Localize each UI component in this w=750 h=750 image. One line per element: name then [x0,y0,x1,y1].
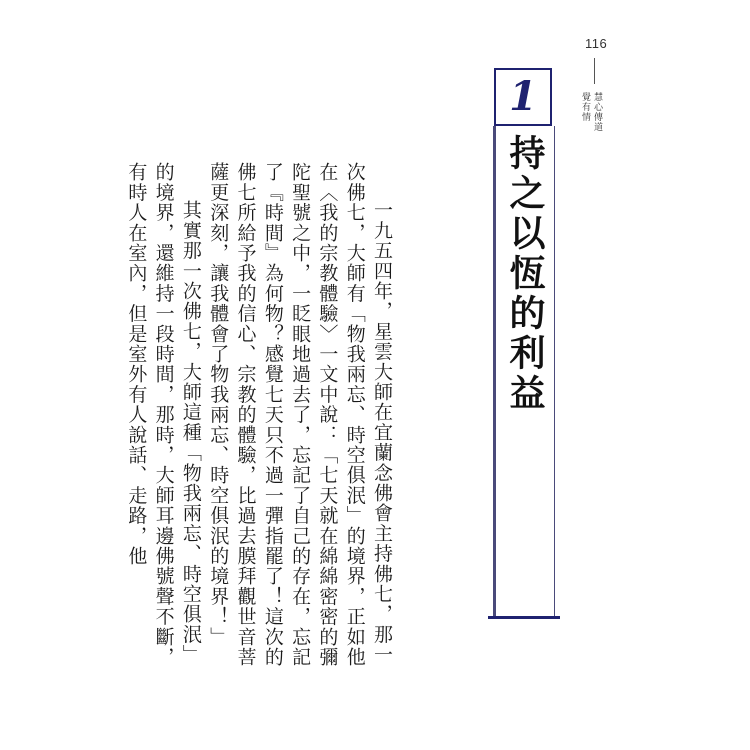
chapter-title: 持之以恆的利益 [504,134,546,414]
chapter-number-box [494,68,552,126]
running-head-line-2: 覺有情 [580,92,590,122]
body-paragraph-2: 其實那一次佛七，大師這種「物我兩忘、時空俱泯」的境界，還維持一段時間，那時，大師耳邊佛號聲不斷，有時人在室內，但是室外有人說話、走路，他 [125,162,202,667]
chapter-number: 1 [509,73,537,120]
header-divider [594,58,595,84]
title-panel-footer-bar [488,616,560,619]
body-text [125,162,395,682]
body-paragraph-1: 一九五四年，星雲大師在宜蘭念佛會主持佛七，那一次佛七，大師有「物我兩忘、時空俱泯」的境界，正如他在〈我的宗教體驗〉一文中說：「七天就在綿綿密密的彌陀聖號之中，一眨眼地過去了，忘記了自己的存在，忘記了『時間』為何物？感覺七天只不過一彈指罷了！這次的佛七所給予我的信心、宗教的體驗，比過去膜拜觀世音菩薩更深刻，讓我體會了物我兩忘、時空俱泯的境界！」 [207,162,393,667]
running-head-line-1: 慧心傳道 [592,92,602,132]
chapter-title-panel [493,126,555,616]
page-number: 116 [585,36,608,51]
